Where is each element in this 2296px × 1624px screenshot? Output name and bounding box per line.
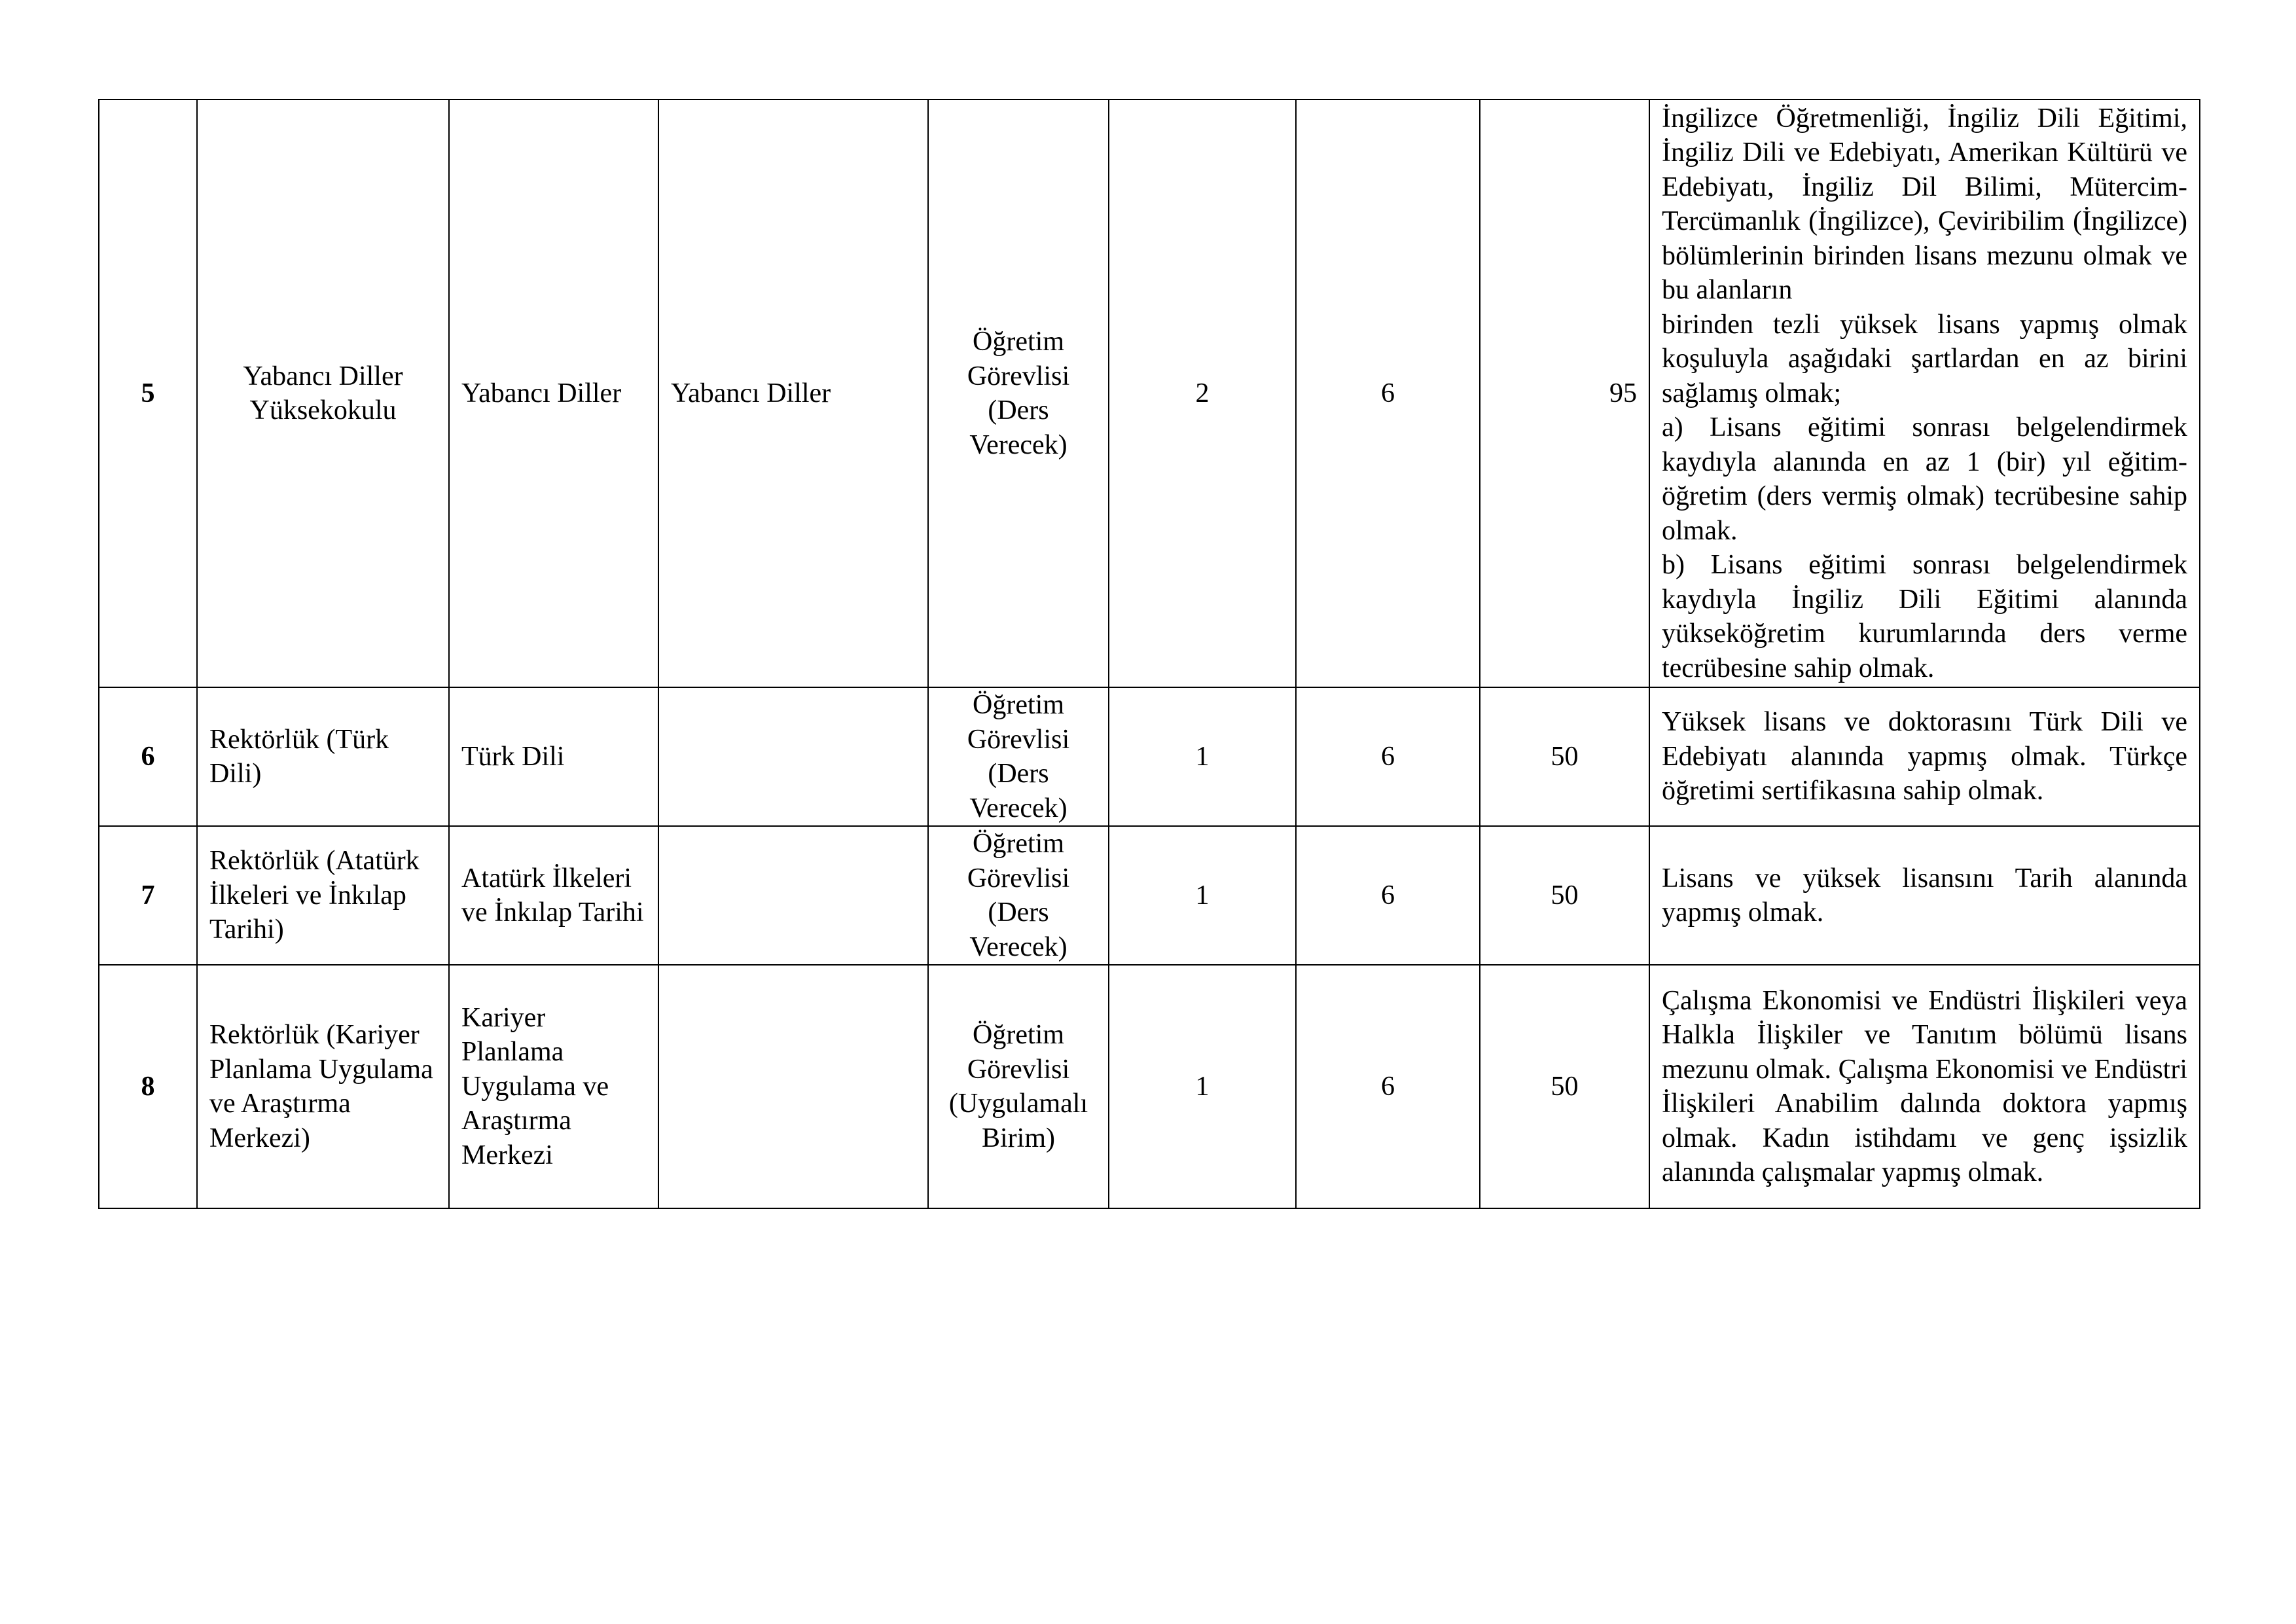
score-cell: 50 [1480,687,1649,826]
title-cell [928,687,1109,826]
row-number: 5 [99,99,197,687]
title-line: Görevlisi [967,863,1070,893]
title-line: Görevlisi [967,1054,1070,1085]
unit-cell: Rektörlük (Kariyer Planlama Uygulama ve Araştırma Merkezi) [197,965,449,1208]
program-cell [658,965,928,1208]
requirements-cell [1649,687,2200,826]
requirements-cell [1649,99,2200,687]
count-cell: 2 [1109,99,1296,687]
unit-cell: Rektörlük (Atatürk İlkeleri ve İnkılap Tarihi) [197,826,449,965]
score-cell: 95 [1480,99,1649,687]
department-cell: Türk Dili [449,687,658,826]
table-row [99,687,2200,826]
title-line: (Ders [988,759,1049,789]
title-line: Verecek) [969,429,1067,460]
row-number: 8 [99,965,197,1208]
title-line: Öğretim [973,829,1064,859]
department-cell: Yabancı Diller [449,99,658,687]
degree-cell: 6 [1296,687,1480,826]
unit-cell: Yabancı Diller Yüksekokulu [197,99,449,687]
title-line: Görevlisi [967,361,1070,391]
unit-cell: Rektörlük (Türk Dili) [197,687,449,826]
title-line: Öğretim [973,690,1064,720]
requirements-cell [1649,826,2200,965]
requirements-paragraph: Lisans ve yüksek lisansını Tarih alanında yapmış olmak. [1662,863,2187,928]
department-cell: Kariyer Planlama Uygulama ve Araştırma Merkezi [449,965,658,1208]
count-cell: 1 [1109,826,1296,965]
requirements-cell [1649,965,2200,1208]
table-row [99,826,2200,965]
program-cell: Yabancı Diller [658,99,928,687]
department-cell: Atatürk İlkeleri ve İnkılap Tarihi [449,826,658,965]
requirements-paragraph: b) Lisans eğitimi sonrası belgelendirmek kaydıyla İngiliz Dili Eğitimi alanında yükseköğretim kurumlarında ders verme tecrübesine sahip olmak. [1662,550,2187,683]
requirements-paragraph: İngilizce Öğretmenliği, İngiliz Dili Eğitimi, İngiliz Dili ve Edebiyatı, Amerikan Kültürü ve Edebiyatı, İngiliz Dil Bilimi, Mütercim-Tercümanlık (İngilizce), Çeviribilim (İngilizce) bölümlerinin birinden lisans mezunu olmak ve bu alanların [1662,103,2187,306]
table-row [99,99,2200,687]
program-cell [658,826,928,965]
program-cell [658,687,928,826]
title-line: Öğretim [973,327,1064,357]
degree-cell: 6 [1296,826,1480,965]
title-line: Verecek) [969,793,1067,823]
score-cell: 50 [1480,965,1649,1208]
requirements-paragraph: Yüksek lisans ve doktorasını Türk Dili ve Edebiyatı alanında yapmış olmak. Türkçe öğretimi sertifikasına sahip olmak. [1662,707,2187,806]
title-line: Verecek) [969,931,1067,962]
count-cell: 1 [1109,965,1296,1208]
requirements-paragraph: a) Lisans eğitimi sonrası belgelendirmek kaydıyla alanında en az 1 (bir) yıl eğitim-öğretim (ders vermiş olmak) tecrübesine sahip olmak. [1662,412,2187,546]
degree-cell: 6 [1296,99,1480,687]
degree-cell: 6 [1296,965,1480,1208]
staff-positions-table [98,99,2200,1209]
score-cell: 50 [1480,826,1649,965]
title-line: Öğretim [973,1020,1064,1050]
title-line: (Ders [988,395,1049,425]
title-cell [928,965,1109,1208]
table-row [99,965,2200,1208]
title-line: (Ders [988,897,1049,928]
count-cell: 1 [1109,687,1296,826]
title-line: Görevlisi [967,724,1070,755]
requirements-paragraph: birinden tezli yüksek lisans yapmış olmak koşuluyla aşağıdaki şartlardan en az birini sağlamış olmak; [1662,309,2187,408]
title-line: (Uygulamalı [948,1089,1088,1119]
title-line: Birim) [982,1123,1055,1153]
row-number: 6 [99,687,197,826]
title-cell [928,826,1109,965]
row-number: 7 [99,826,197,965]
title-cell [928,99,1109,687]
requirements-paragraph: Çalışma Ekonomisi ve Endüstri İlişkileri veya Halkla İlişkiler ve Tanıtım bölümü lisans mezunu olmak. Çalışma Ekonomisi ve Endüstri İlişkileri Anabilim dalında doktora yapmış olmak. Kadın istihdamı ve genç işsizlik alanında çalışmalar yapmış olmak. [1662,985,2187,1187]
